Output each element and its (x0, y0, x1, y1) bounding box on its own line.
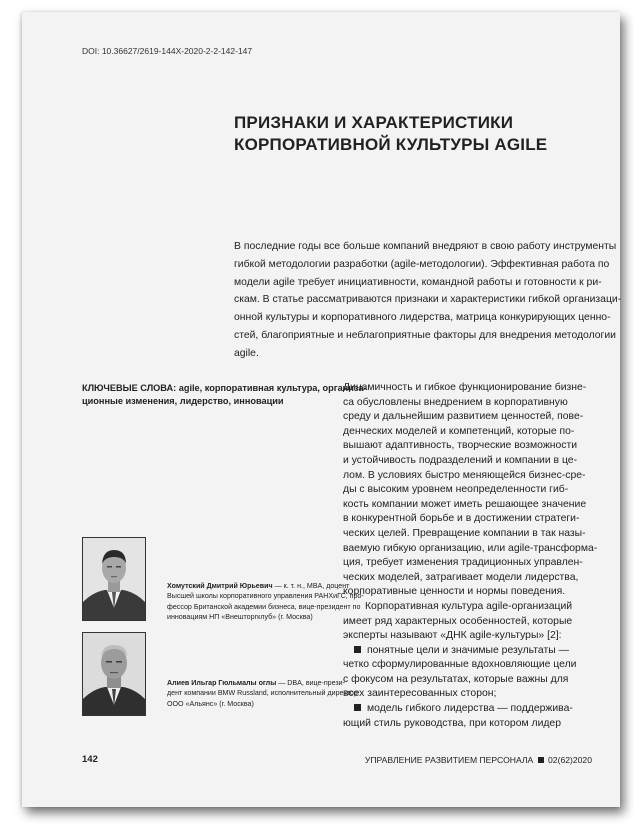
author-credentials: — к. т. н., MBA, доцент (272, 582, 350, 590)
square-separator-icon (538, 757, 544, 763)
author-portrait-icon (83, 538, 145, 620)
body-line: ющий стиль руководства, при котором лидер (343, 717, 561, 729)
body-line: лом. В условиях быстро меняющейся бизнес-сре- (343, 469, 586, 481)
keywords-line: КЛЮЧЕВЫЕ СЛОВА: agile, корпоративная культура, организа- (82, 383, 367, 393)
bullet-item (343, 702, 605, 717)
title-line: ПРИЗНАКИ И ХАРАКТЕРИСТИКИ (234, 113, 514, 132)
body-line: ческих моделей, затрагивает модели лидерства, (343, 571, 579, 583)
body-line: Корпоративная культура agile-организаций (365, 600, 573, 612)
doi: DOI: 10.36627/2619-144X-2020-2-2-142-147 (82, 46, 253, 56)
abstract-line: гибкой методологии разработки (agile-методологии). Эффективная работа по (234, 258, 610, 270)
author-name: Алиев Ильгар Гюльмалы оглы (167, 679, 277, 687)
keywords (82, 382, 367, 408)
body-line: ваемую гибкую организацию, или agile-трансформа- (343, 542, 598, 554)
bullet-text: понятные цели и значимые результаты — (367, 644, 569, 656)
abstract-line: онной культуры и корпоративного лидерства, матрица конкурирующих ценно- (234, 312, 611, 324)
author-info (167, 678, 357, 709)
journal-page (22, 12, 620, 807)
body-line: ция, требует изменения традиционных управлен- (343, 557, 583, 569)
bullet-text: модель гибкого лидерства — поддержива- (367, 703, 573, 715)
author-photo (82, 537, 146, 621)
body-line: са обусловлены внедрением в корпоративную (343, 396, 568, 408)
bullet-square-icon (354, 646, 361, 653)
body-line: ды с высоким уровнем неопределенности гиб- (343, 484, 569, 496)
body-line: денческих моделей и компетенций, которые по- (343, 425, 575, 437)
journal-name: УПРАВЛЕНИЕ РАЗВИТИЕМ ПЕРСОНАЛА (364, 755, 534, 765)
body-line: всех заинтересованных сторон; (343, 688, 497, 700)
page-number: 142 (82, 754, 98, 765)
abstract (234, 238, 622, 363)
abstract-line: скам. В статье рассматриваются признаки и характеристики гибкой организаци- (234, 294, 622, 306)
body-line: ческих целей. Превращение компании в так назы- (343, 527, 586, 539)
body-line: и устойчивость подразделений и компании в це- (343, 454, 578, 466)
title-line: КОРПОРАТИВНОЙ КУЛЬТУРЫ AGILE (234, 135, 548, 154)
keywords-line: ционные изменения, лидерство, инновации (82, 396, 284, 406)
author-photo (82, 632, 146, 716)
body-line: с фокусом на результатах, которые важны для (343, 673, 569, 685)
author-portrait-icon (83, 633, 145, 715)
body-line: Динамичность и гибкое функционирование бизне- (343, 382, 587, 393)
body-line: среду и дальнейшим развитием ценностей, пове- (343, 411, 584, 423)
body-line: в конкурентной борьбе и в достижении стратеги- (343, 513, 580, 525)
body-line: эксперты называют «ДНК agile-культуры» [2]: (343, 630, 562, 642)
author-line: инновациям НП «Внешторгклуб» (г. Москва) (167, 613, 313, 622)
author-credentials: — DBA, вице-прези- (276, 679, 345, 687)
author-line: дент компании BMW Russland, исполнительный директор (167, 689, 358, 698)
bullet-item (343, 644, 605, 659)
journal-issue: 02(62)2020 (548, 755, 592, 765)
body-text (343, 381, 605, 731)
author-line: фессор Британской академии бизнеса, вице-президент по (167, 602, 361, 611)
abstract-line: модели agile требует инициативности, командной работы и готовности к ри- (234, 276, 602, 288)
author-info (167, 581, 364, 623)
body-line: имеет ряд характерных особенностей, которые (343, 615, 573, 627)
abstract-line: agile. (234, 347, 259, 359)
article-title (234, 112, 594, 156)
abstract-line: В последние годы все больше компаний внедряют в свою работу инструменты (234, 241, 617, 252)
body-line: корпоративные ценности и нормы поведения. (343, 586, 566, 598)
journal-footer (365, 755, 592, 765)
body-line: вышают адаптивность, творческие возможности (343, 440, 578, 452)
author-line: ООО «Альянс» (г. Москва) (167, 699, 254, 708)
author-line: Высшей школы корпоративного управления РАНХиГС, про- (167, 592, 364, 601)
abstract-line: стей, благоприятные и неблагоприятные факторы для внедрения методологии (234, 329, 616, 341)
body-line: четко сформулированные вдохновляющие цели (343, 659, 577, 671)
author-name: Хомутский Дмитрий Юрьевич (167, 582, 273, 590)
body-line: кость компании может иметь решающее значение (343, 498, 587, 510)
